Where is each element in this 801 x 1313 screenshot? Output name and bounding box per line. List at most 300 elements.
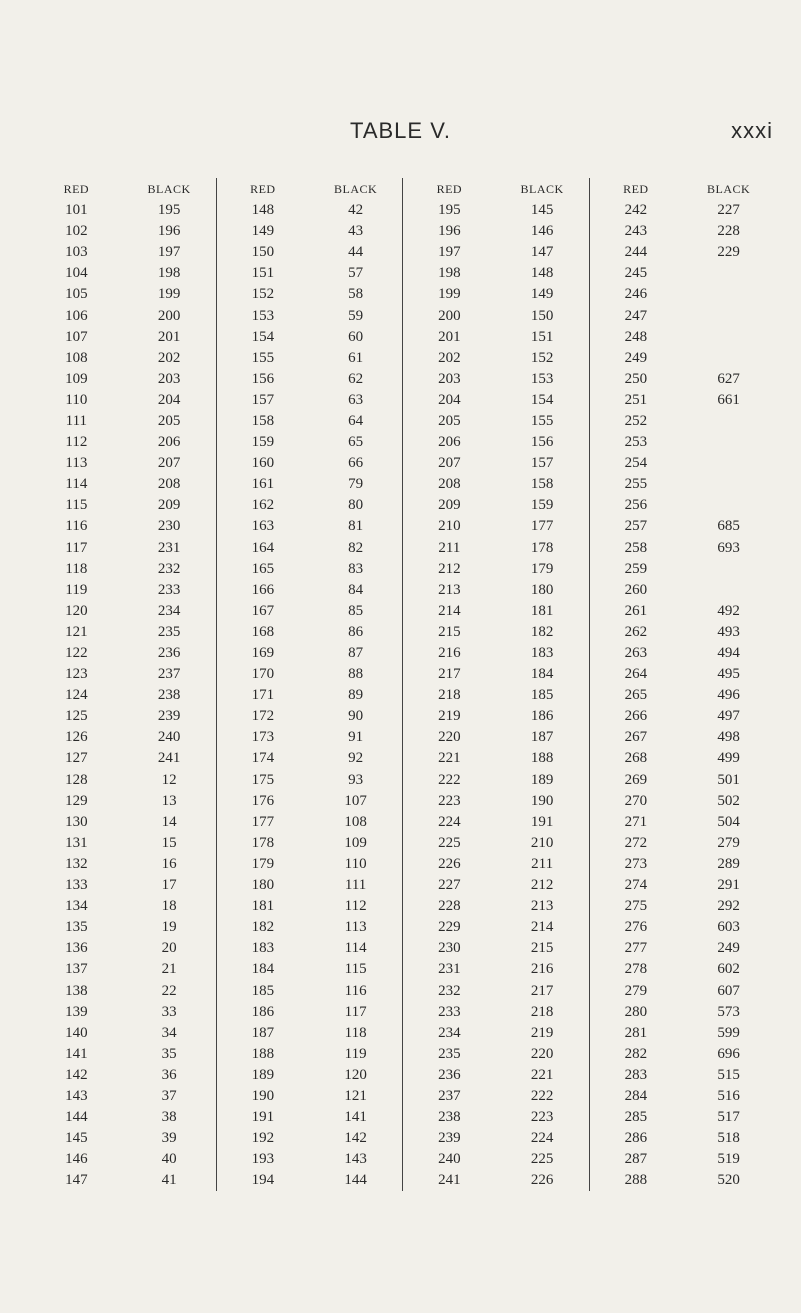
table-row bbox=[30, 263, 216, 284]
table-row bbox=[590, 875, 776, 896]
table-row bbox=[590, 896, 776, 917]
red-value: 221 bbox=[438, 750, 461, 767]
table-block-4 bbox=[589, 178, 776, 1191]
red-value: 192 bbox=[251, 1130, 275, 1147]
red-value: 216 bbox=[438, 645, 461, 662]
red-value: 158 bbox=[251, 412, 275, 429]
black-value: 492 bbox=[717, 602, 740, 619]
red-value: 187 bbox=[251, 1024, 275, 1041]
red-value: 124 bbox=[65, 687, 88, 704]
black-value: 82 bbox=[348, 539, 364, 556]
table-row bbox=[30, 495, 216, 516]
red-value: 287 bbox=[624, 1151, 648, 1168]
red-value: 175 bbox=[251, 771, 275, 788]
table-row bbox=[30, 748, 216, 769]
black-value bbox=[682, 580, 775, 601]
black-value: 144 bbox=[344, 1172, 367, 1189]
black-value: 179 bbox=[530, 560, 554, 577]
red-value: 129 bbox=[65, 792, 88, 809]
table-row bbox=[590, 305, 776, 326]
black-value: 200 bbox=[157, 307, 181, 324]
black-value: 210 bbox=[530, 834, 554, 851]
black-value: 21 bbox=[161, 961, 177, 978]
table-row bbox=[30, 896, 216, 917]
red-value: 228 bbox=[438, 898, 461, 915]
black-value: 86 bbox=[348, 623, 364, 640]
red-value: 116 bbox=[65, 518, 88, 535]
red-value: 107 bbox=[65, 328, 88, 345]
black-value: 119 bbox=[344, 1045, 367, 1062]
table-row bbox=[217, 263, 403, 284]
red-value: 249 bbox=[624, 349, 648, 366]
black-value: 211 bbox=[531, 855, 554, 872]
table-row bbox=[217, 1002, 403, 1023]
table-row bbox=[403, 305, 589, 326]
table-row bbox=[217, 390, 403, 411]
table-row bbox=[590, 1086, 776, 1107]
table-row bbox=[217, 601, 403, 622]
black-value: 178 bbox=[530, 539, 554, 556]
red-value: 238 bbox=[438, 1109, 461, 1126]
black-value: 230 bbox=[157, 518, 181, 535]
table-row bbox=[30, 1170, 216, 1191]
table-row bbox=[30, 284, 216, 305]
table-row bbox=[30, 1044, 216, 1065]
table-row bbox=[217, 369, 403, 390]
table-row bbox=[403, 1107, 589, 1128]
table-row bbox=[403, 685, 589, 706]
black-value: 603 bbox=[717, 919, 740, 936]
table-row bbox=[217, 896, 403, 917]
red-value: 170 bbox=[251, 666, 275, 683]
table-row bbox=[590, 559, 776, 580]
black-value: 218 bbox=[530, 1003, 554, 1020]
table-row bbox=[217, 221, 403, 242]
black-value: 91 bbox=[348, 729, 364, 746]
table-block-1 bbox=[30, 178, 216, 1191]
red-value: 169 bbox=[251, 645, 275, 662]
table-row bbox=[403, 284, 589, 305]
red-value: 126 bbox=[65, 729, 88, 746]
table-row bbox=[403, 432, 589, 453]
red-value: 128 bbox=[65, 771, 88, 788]
red-value: 236 bbox=[438, 1066, 461, 1083]
table-row bbox=[590, 432, 776, 453]
red-value: 151 bbox=[251, 265, 275, 282]
black-value: 221 bbox=[530, 1066, 554, 1083]
red-value: 277 bbox=[624, 940, 648, 957]
black-value: 229 bbox=[717, 244, 740, 261]
red-value: 112 bbox=[65, 434, 88, 451]
table-row bbox=[30, 327, 216, 348]
red-value: 246 bbox=[624, 286, 648, 303]
table-row bbox=[590, 1107, 776, 1128]
table-row bbox=[590, 369, 776, 390]
red-value: 161 bbox=[251, 476, 275, 493]
black-value: 109 bbox=[344, 834, 367, 851]
black-value: 83 bbox=[348, 560, 364, 577]
black-value: 116 bbox=[344, 982, 367, 999]
red-value: 114 bbox=[65, 476, 88, 493]
black-value bbox=[682, 263, 775, 284]
table-row bbox=[217, 305, 403, 326]
red-value: 149 bbox=[251, 223, 275, 240]
table-row bbox=[590, 917, 776, 938]
table-row bbox=[590, 1044, 776, 1065]
table-row bbox=[217, 1128, 403, 1149]
black-value: 40 bbox=[161, 1151, 177, 1168]
red-value: 104 bbox=[65, 265, 88, 282]
red-value: 103 bbox=[65, 244, 88, 261]
red-value: 258 bbox=[624, 539, 648, 556]
red-value: 163 bbox=[251, 518, 275, 535]
red-value: 244 bbox=[624, 244, 648, 261]
table-row bbox=[403, 917, 589, 938]
table-row bbox=[217, 495, 403, 516]
red-value: 178 bbox=[251, 834, 275, 851]
table-row bbox=[590, 938, 776, 959]
table-row bbox=[30, 959, 216, 980]
black-value: 117 bbox=[344, 1003, 367, 1020]
red-value: 120 bbox=[65, 602, 88, 619]
red-value: 274 bbox=[624, 877, 648, 894]
table-row bbox=[403, 348, 589, 369]
column-header-red: RED bbox=[63, 181, 90, 196]
red-value: 275 bbox=[624, 898, 648, 915]
table-row bbox=[217, 643, 403, 664]
black-value: 111 bbox=[344, 877, 367, 894]
black-value: 20 bbox=[161, 940, 177, 957]
black-value: 42 bbox=[348, 202, 364, 219]
black-value: 661 bbox=[717, 391, 740, 408]
black-value: 216 bbox=[530, 961, 554, 978]
table-row bbox=[217, 580, 403, 601]
black-value: 693 bbox=[717, 539, 740, 556]
table-row bbox=[590, 495, 776, 516]
red-value: 133 bbox=[65, 877, 88, 894]
table-row bbox=[403, 516, 589, 537]
red-value: 139 bbox=[65, 1003, 88, 1020]
red-value: 205 bbox=[438, 412, 461, 429]
red-value: 204 bbox=[438, 391, 461, 408]
black-value: 627 bbox=[717, 370, 740, 387]
table-row bbox=[30, 685, 216, 706]
black-value: 22 bbox=[161, 982, 177, 999]
red-value: 146 bbox=[65, 1151, 88, 1168]
table-row bbox=[30, 369, 216, 390]
black-value: 292 bbox=[717, 898, 740, 915]
table-row bbox=[403, 770, 589, 791]
red-value: 282 bbox=[624, 1045, 648, 1062]
black-value: 186 bbox=[530, 708, 554, 725]
red-black-table bbox=[30, 178, 775, 1191]
red-value: 148 bbox=[251, 202, 275, 219]
black-value: 228 bbox=[717, 223, 740, 240]
red-value: 165 bbox=[251, 560, 275, 577]
red-value: 213 bbox=[438, 581, 461, 598]
black-value: 89 bbox=[348, 687, 364, 704]
black-value bbox=[682, 474, 775, 495]
table-row bbox=[590, 601, 776, 622]
red-value: 122 bbox=[65, 645, 88, 662]
black-value: 235 bbox=[157, 623, 181, 640]
table-row bbox=[217, 411, 403, 432]
black-value: 214 bbox=[530, 919, 554, 936]
table-row bbox=[403, 263, 589, 284]
red-value: 173 bbox=[251, 729, 275, 746]
table-row bbox=[30, 917, 216, 938]
black-value: 158 bbox=[530, 476, 554, 493]
black-value: 279 bbox=[717, 834, 740, 851]
table-row bbox=[217, 1149, 403, 1170]
table-row bbox=[217, 791, 403, 812]
table-row bbox=[30, 516, 216, 537]
black-value: 226 bbox=[530, 1172, 554, 1189]
red-value: 180 bbox=[251, 877, 275, 894]
red-value: 191 bbox=[251, 1109, 275, 1126]
red-value: 176 bbox=[251, 792, 275, 809]
table-row bbox=[403, 390, 589, 411]
red-value: 245 bbox=[624, 265, 648, 282]
table-row bbox=[403, 812, 589, 833]
table-row bbox=[403, 791, 589, 812]
red-value: 110 bbox=[65, 391, 88, 408]
table-row bbox=[590, 327, 776, 348]
black-value: 15 bbox=[161, 834, 177, 851]
red-value: 136 bbox=[65, 940, 88, 957]
black-value bbox=[682, 348, 775, 369]
table-row bbox=[403, 1023, 589, 1044]
table-row bbox=[30, 305, 216, 326]
table-row bbox=[403, 221, 589, 242]
table-row bbox=[217, 1023, 403, 1044]
table-row bbox=[30, 390, 216, 411]
black-value: 66 bbox=[348, 455, 364, 472]
table-row bbox=[217, 1170, 403, 1191]
black-value: 34 bbox=[161, 1024, 177, 1041]
black-value: 519 bbox=[717, 1151, 740, 1168]
black-value: 573 bbox=[717, 1003, 740, 1020]
black-value: 515 bbox=[717, 1066, 740, 1083]
black-value: 496 bbox=[717, 687, 740, 704]
table-row bbox=[30, 1002, 216, 1023]
table-row bbox=[30, 453, 216, 474]
table-row bbox=[30, 812, 216, 833]
black-value: 17 bbox=[161, 877, 177, 894]
red-value: 248 bbox=[624, 328, 648, 345]
red-value: 142 bbox=[65, 1066, 88, 1083]
black-value: 236 bbox=[157, 645, 181, 662]
red-value: 208 bbox=[438, 476, 461, 493]
table-row bbox=[217, 748, 403, 769]
table-row bbox=[30, 601, 216, 622]
red-value: 143 bbox=[65, 1087, 88, 1104]
table-row bbox=[217, 516, 403, 537]
black-value: 110 bbox=[344, 855, 367, 872]
table-row bbox=[590, 1002, 776, 1023]
red-value: 259 bbox=[624, 560, 648, 577]
black-value: 291 bbox=[717, 877, 740, 894]
black-value: 207 bbox=[157, 455, 181, 472]
black-value: 183 bbox=[530, 645, 554, 662]
black-value: 215 bbox=[530, 940, 554, 957]
black-value: 58 bbox=[348, 286, 364, 303]
red-value: 159 bbox=[251, 434, 275, 451]
black-value: 493 bbox=[717, 623, 740, 640]
black-value bbox=[682, 284, 775, 305]
black-value: 41 bbox=[161, 1172, 177, 1189]
column-header-black: BLACK bbox=[520, 181, 564, 196]
black-value: 502 bbox=[717, 792, 740, 809]
red-value: 218 bbox=[438, 687, 461, 704]
red-value: 225 bbox=[438, 834, 461, 851]
black-value: 60 bbox=[348, 328, 364, 345]
red-value: 268 bbox=[624, 750, 648, 767]
black-value: 59 bbox=[348, 307, 364, 324]
black-value: 153 bbox=[530, 370, 554, 387]
table-row bbox=[217, 917, 403, 938]
red-value: 286 bbox=[624, 1130, 648, 1147]
column-header-black: BLACK bbox=[707, 181, 751, 196]
table-row bbox=[30, 1149, 216, 1170]
red-value: 167 bbox=[251, 602, 275, 619]
red-value: 118 bbox=[65, 560, 88, 577]
black-value: 499 bbox=[717, 750, 740, 767]
red-value: 164 bbox=[251, 539, 275, 556]
table-row bbox=[30, 1107, 216, 1128]
black-value: 498 bbox=[717, 729, 740, 746]
red-value: 214 bbox=[438, 602, 461, 619]
table-row bbox=[403, 1002, 589, 1023]
table-row bbox=[590, 748, 776, 769]
column-header-black: BLACK bbox=[334, 181, 378, 196]
red-value: 241 bbox=[438, 1172, 461, 1189]
column-header-black: BLACK bbox=[147, 181, 191, 196]
red-value: 127 bbox=[65, 750, 88, 767]
black-value: 108 bbox=[344, 813, 367, 830]
red-value: 157 bbox=[251, 391, 275, 408]
table-row bbox=[403, 1065, 589, 1086]
red-value: 153 bbox=[251, 307, 275, 324]
black-value: 223 bbox=[530, 1109, 554, 1126]
red-value: 256 bbox=[624, 497, 648, 514]
red-value: 181 bbox=[251, 898, 275, 915]
red-value: 152 bbox=[251, 286, 275, 303]
red-value: 283 bbox=[624, 1066, 648, 1083]
red-value: 240 bbox=[438, 1151, 461, 1168]
red-value: 160 bbox=[251, 455, 275, 472]
black-value: 16 bbox=[161, 855, 177, 872]
table-row bbox=[30, 1086, 216, 1107]
table-row bbox=[217, 284, 403, 305]
table-row bbox=[30, 221, 216, 242]
red-value: 231 bbox=[438, 961, 461, 978]
red-value: 279 bbox=[624, 982, 648, 999]
red-value: 183 bbox=[251, 940, 275, 957]
black-value: 157 bbox=[530, 455, 554, 472]
table-row bbox=[217, 875, 403, 896]
black-value: 57 bbox=[348, 265, 364, 282]
red-value: 197 bbox=[438, 244, 461, 261]
table-row bbox=[30, 432, 216, 453]
table-row bbox=[217, 812, 403, 833]
red-value: 264 bbox=[624, 666, 648, 683]
table-row bbox=[590, 770, 776, 791]
red-value: 242 bbox=[624, 202, 648, 219]
black-value: 114 bbox=[344, 940, 367, 957]
table-row bbox=[590, 1128, 776, 1149]
table-row bbox=[30, 559, 216, 580]
red-value: 117 bbox=[65, 539, 88, 556]
black-value: 159 bbox=[530, 497, 554, 514]
black-value: 189 bbox=[530, 771, 554, 788]
red-value: 233 bbox=[438, 1003, 461, 1020]
black-value: 227 bbox=[717, 202, 740, 219]
table-row bbox=[30, 938, 216, 959]
black-value: 520 bbox=[717, 1172, 740, 1189]
black-value: 203 bbox=[157, 370, 181, 387]
black-value: 79 bbox=[348, 476, 364, 493]
table-row bbox=[30, 474, 216, 495]
table-row bbox=[403, 495, 589, 516]
table-row bbox=[217, 327, 403, 348]
red-value: 207 bbox=[438, 455, 461, 472]
table-row bbox=[403, 896, 589, 917]
table-row bbox=[30, 580, 216, 601]
red-value: 269 bbox=[624, 771, 648, 788]
black-value bbox=[682, 453, 775, 474]
table-row bbox=[30, 1023, 216, 1044]
column-header-red: RED bbox=[436, 181, 463, 196]
table-row bbox=[403, 854, 589, 875]
black-value: 237 bbox=[157, 666, 181, 683]
red-value: 276 bbox=[624, 919, 648, 936]
black-value: 504 bbox=[717, 813, 740, 830]
table-row bbox=[217, 348, 403, 369]
red-value: 186 bbox=[251, 1003, 275, 1020]
red-value: 288 bbox=[624, 1172, 648, 1189]
table-row bbox=[590, 263, 776, 284]
red-value: 185 bbox=[251, 982, 275, 999]
red-value: 217 bbox=[438, 666, 461, 683]
table-row bbox=[403, 411, 589, 432]
table-row bbox=[403, 200, 589, 221]
black-value: 13 bbox=[161, 792, 177, 809]
black-value: 107 bbox=[344, 792, 367, 809]
red-value: 284 bbox=[624, 1087, 648, 1104]
red-value: 227 bbox=[438, 877, 461, 894]
red-value: 202 bbox=[438, 349, 461, 366]
black-value: 87 bbox=[348, 645, 364, 662]
black-value: 222 bbox=[530, 1087, 554, 1104]
table-row bbox=[30, 706, 216, 727]
black-value: 518 bbox=[717, 1130, 740, 1147]
table-row bbox=[590, 706, 776, 727]
black-value: 120 bbox=[344, 1066, 367, 1083]
black-value bbox=[682, 411, 775, 432]
red-value: 138 bbox=[65, 982, 88, 999]
table-row bbox=[590, 453, 776, 474]
black-value: 234 bbox=[157, 602, 181, 619]
black-value: 201 bbox=[157, 328, 181, 345]
red-value: 215 bbox=[438, 623, 461, 640]
black-value: 224 bbox=[530, 1130, 554, 1147]
red-value: 209 bbox=[438, 497, 461, 514]
black-value: 516 bbox=[717, 1087, 740, 1104]
red-value: 271 bbox=[624, 813, 648, 830]
table-row bbox=[590, 411, 776, 432]
table-block-3 bbox=[402, 178, 589, 1191]
